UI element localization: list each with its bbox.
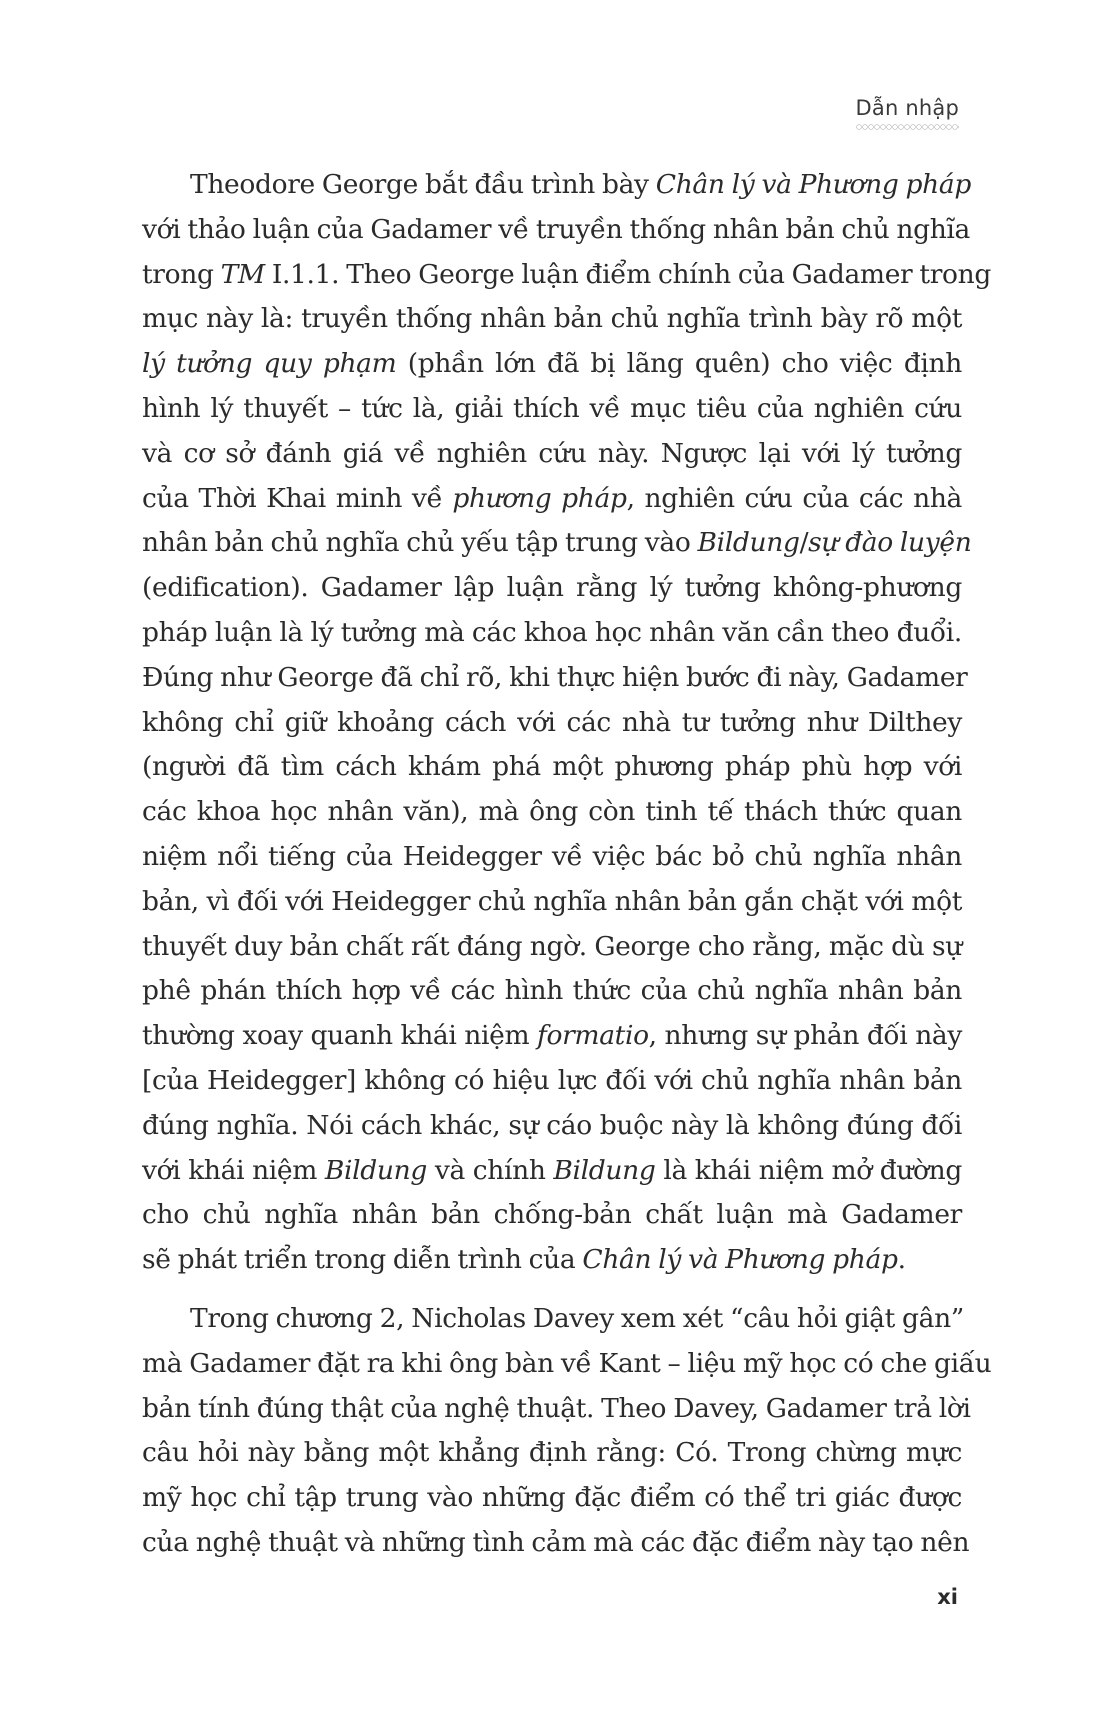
text-run: câu hỏi này bằng một khẳng định rằng: Có. Trong chừng mực (142, 1437, 962, 1469)
text-run: cho chủ nghĩa nhân bản chống-bản chất luận mà Gadamer (142, 1199, 962, 1231)
text-line (142, 611, 962, 656)
italic-run: formatio (537, 1020, 649, 1052)
text-run: với thảo luận của Gadamer về truyền thống nhân bản chủ nghĩa (142, 213, 970, 245)
text-line (142, 1193, 962, 1238)
text-run: I.1.1. Theo George luận điểm chính của Gadamer trong (264, 258, 991, 290)
italic-run: Bildung (697, 527, 800, 559)
italic-run: Bildung (553, 1154, 656, 1186)
text-line (142, 1238, 962, 1283)
text-run: sẽ phát triển trong diễn trình của (142, 1244, 583, 1276)
paragraph (142, 1297, 992, 1566)
text-line (142, 477, 962, 522)
text-run: niệm nổi tiếng của Heidegger về việc bác bỏ chủ nghĩa nhân (142, 840, 962, 872)
text-line (142, 432, 962, 477)
text-run: Đúng như George đã chỉ rõ, khi thực hiện bước đi này, Gadamer (142, 661, 968, 693)
text-line (142, 1014, 962, 1059)
italic-run: sự đào luyện (808, 527, 972, 559)
body-text (142, 163, 992, 1566)
text-run: [của Heidegger] không có hiệu lực đối với chủ nghĩa nhân bản (142, 1064, 962, 1096)
text-run: với khái niệm (142, 1154, 325, 1186)
italic-run: Chân lý và Phương pháp (582, 1244, 898, 1276)
text-line (142, 835, 962, 880)
text-line (142, 969, 962, 1014)
text-line (142, 208, 970, 253)
text-run: mỹ học chỉ tập trung vào những đặc điểm có thể tri giác được (142, 1482, 962, 1514)
text-line (142, 163, 971, 208)
text-line (142, 1297, 962, 1342)
text-run: / (799, 527, 809, 559)
text-line (142, 656, 968, 701)
text-run: (người đã tìm cách khám phá một phương pháp phù hợp với (142, 751, 962, 783)
text-line (142, 253, 991, 298)
text-line (142, 1476, 962, 1521)
italic-run: phương pháp (452, 482, 627, 514)
text-run: nhân bản chủ nghĩa chủ yếu tập trung vào (142, 527, 698, 559)
text-run: và cơ sở đánh giá về nghiên cứu này. Ngược lại với lý tưởng (142, 437, 962, 469)
text-line (142, 925, 962, 970)
paragraph (142, 163, 991, 1283)
italic-run: TM (220, 258, 265, 290)
text-run: Theodore George bắt đầu trình bày (190, 169, 656, 200)
running-header-title: Dẫn nhập (855, 96, 959, 120)
text-run: , nghiên cứu của các nhà (626, 482, 962, 514)
text-line (142, 521, 972, 566)
text-run: là khái niệm mở đường (655, 1154, 962, 1186)
text-line (142, 1104, 962, 1149)
text-line (142, 790, 962, 835)
italic-run: Chân lý và Phương pháp (655, 169, 971, 200)
text-run: Trong chương 2, Nicholas Davey xem xét “câu hỏi giật gân” (190, 1302, 964, 1334)
text-run: hình lý thuyết – tức là, giải thích về mục tiêu của nghiên cứu (142, 392, 962, 424)
text-run: của Thời Khai minh về (142, 482, 453, 514)
text-run: mà Gadamer đặt ra khi ông bàn về Kant – liệu mỹ học có che giấu (142, 1347, 992, 1379)
text-run: (edification). Gadamer lập luận rằng lý tưởng không-phương (142, 572, 962, 604)
running-header (856, 96, 959, 130)
text-line (142, 566, 962, 611)
text-run: của nghệ thuật và những tình cảm mà các đặc điểm này tạo nên (142, 1526, 970, 1558)
text-line (142, 297, 962, 342)
text-run: đúng nghĩa. Nói cách khác, sự cáo buộc này là không đúng đối (142, 1109, 962, 1141)
text-line (142, 342, 962, 387)
text-line (142, 1387, 971, 1432)
text-run: không chỉ giữ khoảng cách với các nhà tư tưởng như Dilthey (142, 706, 962, 738)
text-run: (phần lớn đã bị lãng quên) cho việc định (396, 348, 962, 380)
page-number: xi (937, 1585, 958, 1609)
text-line (142, 1431, 962, 1476)
running-header-underline (856, 124, 959, 130)
text-line (142, 387, 962, 432)
text-run: trong (142, 258, 221, 290)
text-run: . (897, 1244, 906, 1276)
text-run: , nhưng sự phản đối này (648, 1020, 962, 1052)
text-line (142, 1059, 962, 1104)
text-run: mục này là: truyền thống nhân bản chủ nghĩa trình bày rõ một (142, 303, 962, 335)
text-line (142, 1342, 992, 1387)
text-run: phê phán thích hợp về các hình thức của chủ nghĩa nhân bản (142, 975, 962, 1007)
text-run: và chính (426, 1154, 554, 1186)
text-line (142, 701, 962, 746)
text-line (142, 1521, 970, 1566)
text-run: pháp luận là lý tưởng mà các khoa học nhân văn cần theo đuổi. (142, 616, 962, 648)
italic-run: lý tưởng quy phạm (142, 348, 397, 380)
text-run: thường xoay quanh khái niệm (142, 1020, 538, 1052)
text-run: thuyết duy bản chất rất đáng ngờ. George cho rằng, mặc dù sự (142, 930, 962, 962)
italic-run: Bildung (324, 1154, 427, 1186)
text-line (142, 745, 962, 790)
text-run: các khoa học nhân văn), mà ông còn tinh tế thách thức quan (142, 796, 962, 828)
text-line (142, 880, 962, 925)
text-line (142, 1149, 962, 1194)
text-run: bản, vì đối với Heidegger chủ nghĩa nhân bản gắn chặt với một (142, 885, 962, 917)
text-run: bản tính đúng thật của nghệ thuật. Theo Davey, Gadamer trả lời (142, 1392, 971, 1424)
